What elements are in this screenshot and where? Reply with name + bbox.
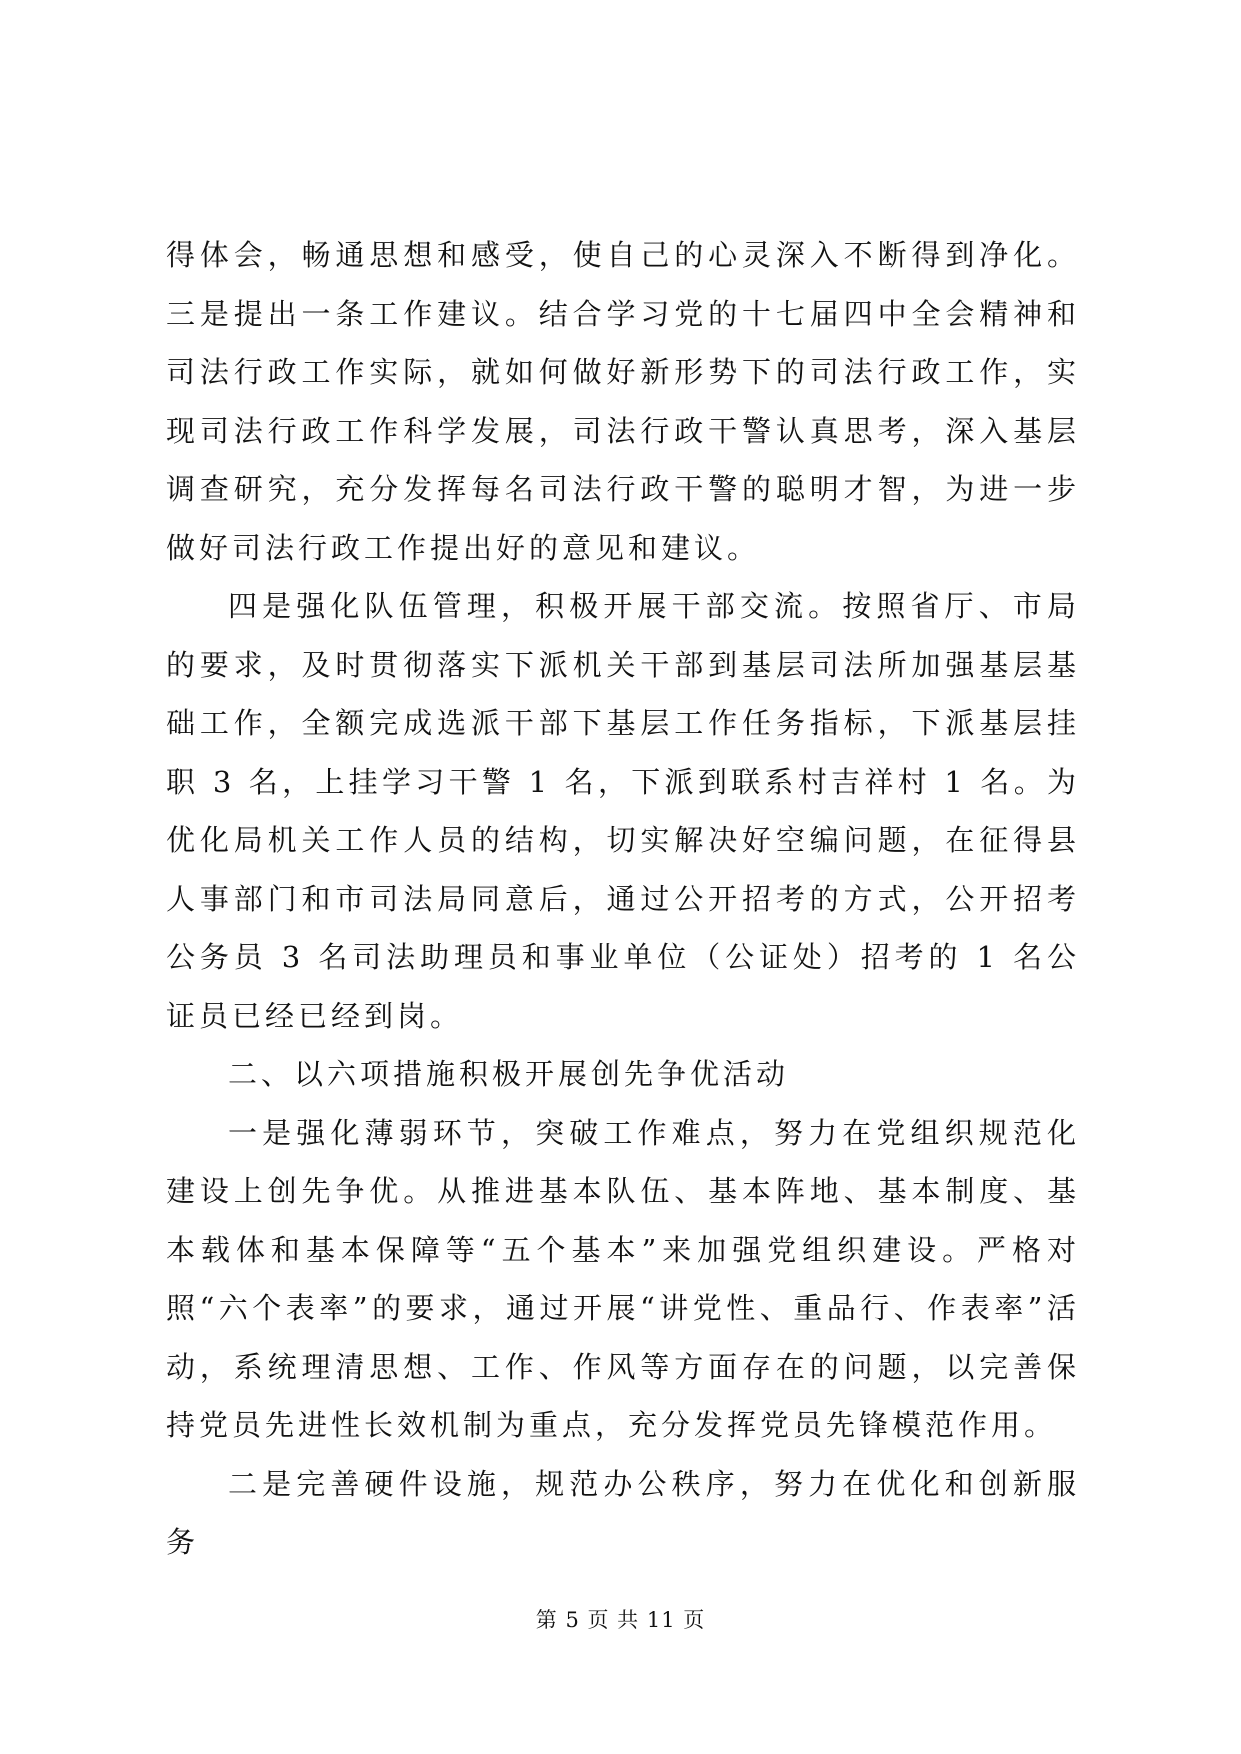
section-heading: 二、以六项措施积极开展创先争优活动 (228, 1057, 790, 1091)
paragraph-team-management: 四是强化队伍管理，积极开展干部交流。按照省厅、市局的要求，及时贯彻落实下派机关干部到基层司法所加强基层基础工作，全额完成选派干部下基层工作任务指标，下派基层挂职 3 名，上挂学习干警 1 名，下派到联系村吉祥村 1 名。为优化局机关工作人员的结构，切实解决好空编问题，在征得县人事部门和市司法局同意后，通过公开招考的方式，公开招考公务员 3 名司法助理员和事业单位（公证处）招考的 1 名公证员已经已经到岗。 (166, 589, 1080, 1033)
paragraph-continuation: 得体会，畅通思想和感受，使自己的心灵深入不断得到净化。三是提出一条工作建议。结合学习党的十七届四中全会精神和司法行政工作实际，就如何做好新形势下的司法行政工作，实现司法行政工作科学发展，司法行政干警认真思考，深入基层调查研究，充分发挥每名司法行政干警的聪明才智，为进一步做好司法行政工作提出好的意见和建议。 (166, 238, 1080, 565)
paragraph-weak-links: 一是强化薄弱环节，突破工作难点，努力在党组织规范化建设上创先争优。从推进基本队伍、基本阵地、基本制度、基本载体和基本保障等“五个基本”来加强党组织建设。严格对照“六个表率”的要求，通过开展“讲党性、重品行、作表率”活动，系统理清思想、工作、作风等方面存在的问题，以完善保持党员先进性长效机制为重点，充分发挥党员先锋模范作用。 (166, 1115, 1080, 1442)
document-body (166, 226, 1080, 1572)
page-number-footer: 第 5 页 共 11 页 (535, 1608, 706, 1632)
paragraph-hardware-facilities: 二是完善硬件设施，规范办公秩序，努力在优化和创新服务 (166, 1466, 1080, 1559)
